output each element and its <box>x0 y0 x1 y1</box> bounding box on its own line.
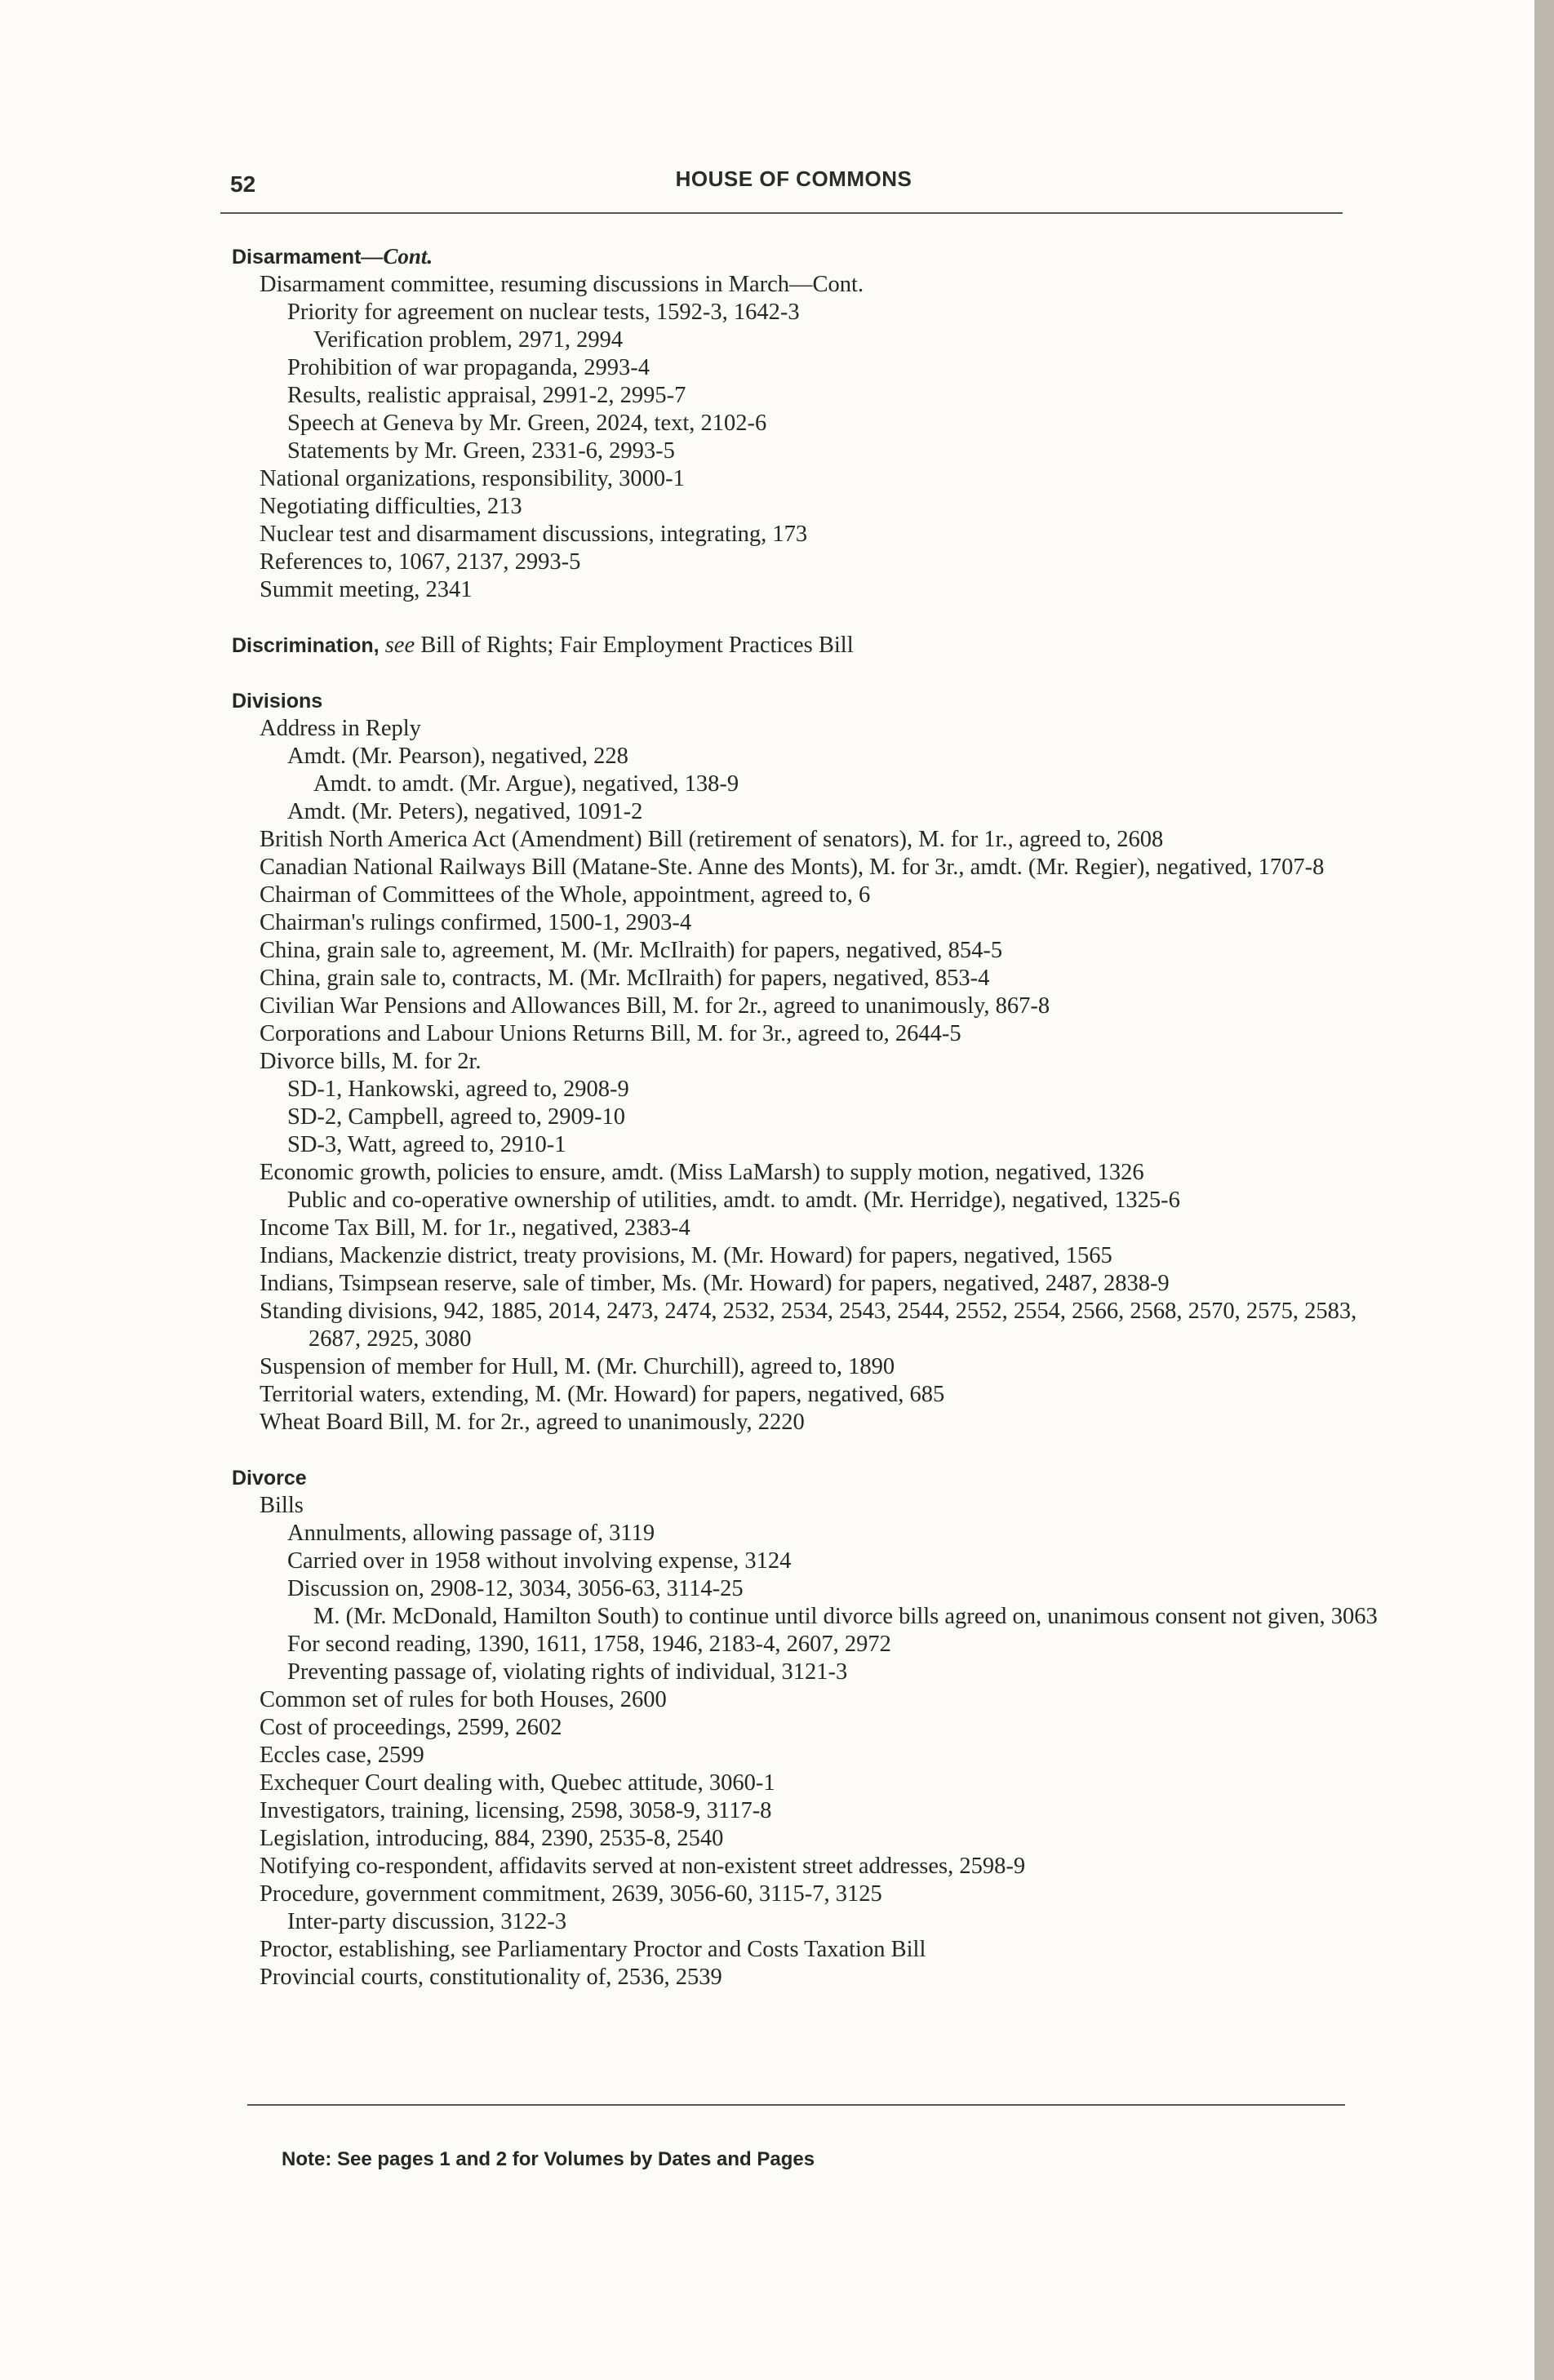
index-entry: Amdt. (Mr. Pearson), negatived, 228 <box>287 744 628 769</box>
index-entry: Priority for agreement on nuclear tests, 1592-3, 1642-3 <box>287 300 800 325</box>
index-entry: Suspension of member for Hull, M. (Mr. Churchill), agreed to, 1890 <box>260 1354 895 1379</box>
index-entry: Preventing passage of, violating rights of individual, 3121-3 <box>287 1659 848 1685</box>
index-entry: Bills <box>260 1493 304 1518</box>
index-entry: M. (Mr. McDonald, Hamilton South) to continue until divorce bills agreed on, unanimous consent not given, 3063 <box>313 1604 1378 1629</box>
index-entry: Procedure, government commitment, 2639, 3056-60, 3115-7, 3125 <box>260 1881 882 1907</box>
see-reference: see Bill of Rights; Fair Employment Practices Bill <box>379 633 854 658</box>
index-entry: SD-3, Watt, agreed to, 2910-1 <box>287 1132 566 1157</box>
index-heading <box>232 687 1391 715</box>
index-entry: Cost of proceedings, 2599, 2602 <box>260 1715 562 1740</box>
index-entry: References to, 1067, 2137, 2993-5 <box>260 549 581 575</box>
index-entry: National organizations, responsibility, 3000-1 <box>260 466 685 491</box>
heading-text: Divorce <box>232 1467 307 1490</box>
index-entry: Common set of rules for both Houses, 2600 <box>260 1687 667 1712</box>
index-entry: Legislation, introducing, 884, 2390, 2535-8, 2540 <box>260 1826 724 1851</box>
index-entry: Wheat Board Bill, M. for 2r., agreed to unanimously, 2220 <box>260 1410 805 1435</box>
index-entry: Provincial courts, constitutionality of, 2536, 2539 <box>260 1965 722 1990</box>
index-entry: SD-2, Campbell, agreed to, 2909-10 <box>287 1104 625 1130</box>
index-entry: British North America Act (Amendment) Bill (retirement of senators), M. for 1r., agreed to, 2608 <box>260 827 1164 852</box>
index-entry: Income Tax Bill, M. for 1r., negatived, 2383-4 <box>260 1215 690 1241</box>
index-entry: Amdt. (Mr. Peters), negatived, 1091-2 <box>287 799 643 824</box>
index-entry: Corporations and Labour Unions Returns Bill, M. for 3r., agreed to, 2644-5 <box>260 1021 961 1046</box>
index-entry: Negotiating difficulties, 213 <box>260 494 522 519</box>
index-entry: Summit meeting, 2341 <box>260 577 473 602</box>
index-entry: Annulments, allowing passage of, 3119 <box>287 1521 655 1546</box>
index-entry: For second reading, 1390, 1611, 1758, 1946, 2183-4, 2607, 2972 <box>287 1632 891 1657</box>
index-entry: Indians, Tsimpsean reserve, sale of timber, Ms. (Mr. Howard) for papers, negatived, 2487, 2838-9 <box>260 1271 1170 1296</box>
index-entry: Notifying co-respondent, affidavits served at non-existent street addresses, 2598-9 <box>260 1854 1026 1879</box>
index-entry: Economic growth, policies to ensure, amdt. (Miss LaMarsh) to supply motion, negatived, 1326 <box>260 1160 1144 1185</box>
footer-rule <box>247 2104 1345 2106</box>
index-entry: Nuclear test and disarmament discussions, integrating, 173 <box>260 522 808 547</box>
index-entry: Exchequer Court dealing with, Quebec attitude, 3060-1 <box>260 1770 775 1796</box>
index-entry: Disarmament committee, resuming discussions in March—Cont. <box>260 272 864 297</box>
index-entry: Proctor, establishing, see Parliamentary Proctor and Costs Taxation Bill <box>260 1937 926 1962</box>
index-entry: Indians, Mackenzie district, treaty provisions, M. (Mr. Howard) for papers, negatived, 1565 <box>260 1243 1112 1268</box>
page-number: 52 <box>230 171 256 197</box>
index-entry: Inter-party discussion, 3122-3 <box>287 1909 567 1934</box>
index-entry: Results, realistic appraisal, 2991-2, 2995-7 <box>287 383 686 408</box>
page-header <box>220 163 1343 214</box>
running-title: HOUSE OF COMMONS <box>675 167 912 191</box>
index-entry: Speech at Geneva by Mr. Green, 2024, text, 2102-6 <box>287 411 767 436</box>
index-entry: Prohibition of war propaganda, 2993-4 <box>287 355 650 380</box>
index-entry: Civilian War Pensions and Allowances Bill, M. for 2r., agreed to unanimously, 867-8 <box>260 993 1050 1019</box>
index-entry: Address in Reply <box>260 716 421 741</box>
heading-text: Discrimination, <box>232 634 380 657</box>
index-entry: Canadian National Railways Bill (Matane-Ste. Anne des Monts), M. for 3r., amdt. (Mr. Regier), negatived, 1707-8 <box>260 855 1325 880</box>
index-entry: Discussion on, 2908-12, 3034, 3056-63, 3114-25 <box>287 1576 744 1601</box>
heading-text: Divisions <box>232 690 323 713</box>
index-entry: Verification problem, 2971, 2994 <box>313 327 624 353</box>
heading-text: Disarmament <box>232 246 362 269</box>
index-entry: SD-1, Hankowski, agreed to, 2908-9 <box>287 1077 629 1102</box>
page-edge <box>1534 0 1554 2380</box>
index-entry: Investigators, training, licensing, 2598, 3058-9, 3117-8 <box>260 1798 772 1823</box>
index-entry: China, grain sale to, agreement, M. (Mr. McIlraith) for papers, negatived, 854-5 <box>260 938 1003 963</box>
index-entry: Divorce bills, M. for 2r. <box>260 1049 482 1074</box>
footer-note: Note: See pages 1 and 2 for Volumes by Dates and Pages <box>282 2148 815 2170</box>
index-heading <box>232 632 1391 659</box>
index-heading <box>232 1464 1391 1492</box>
index-entry: Territorial waters, extending, M. (Mr. Howard) for papers, negatived, 685 <box>260 1382 945 1407</box>
index-entry: Amdt. to amdt. (Mr. Argue), negatived, 138-9 <box>313 771 739 797</box>
index-entry: Standing divisions, 942, 1885, 2014, 2473, 2474, 2532, 2534, 2543, 2544, 2552, 2554, 2566, 2568, 2570, 2575, 2583, 2687, 2925, 3080 <box>260 1299 1357 1352</box>
index-entry: Statements by Mr. Green, 2331-6, 2993-5 <box>287 438 675 464</box>
section-gap <box>232 1436 1391 1464</box>
section-gap <box>232 659 1391 687</box>
section-gap <box>232 604 1391 632</box>
index-entry: Public and co-operative ownership of utilities, amdt. to amdt. (Mr. Herridge), negatived, 1325-6 <box>287 1188 1180 1213</box>
index-heading <box>232 242 1391 271</box>
index-entry: Eccles case, 2599 <box>260 1743 424 1768</box>
heading-continued: —Cont. <box>361 244 433 269</box>
index-entry: China, grain sale to, contracts, M. (Mr. McIlraith) for papers, negatived, 853-4 <box>260 966 990 991</box>
index-entry: Chairman of Committees of the Whole, appointment, agreed to, 6 <box>260 882 871 908</box>
index-content <box>232 242 1391 1991</box>
index-entry: Chairman's rulings confirmed, 1500-1, 2903-4 <box>260 910 692 935</box>
index-entry: Carried over in 1958 without involving expense, 3124 <box>287 1548 792 1574</box>
